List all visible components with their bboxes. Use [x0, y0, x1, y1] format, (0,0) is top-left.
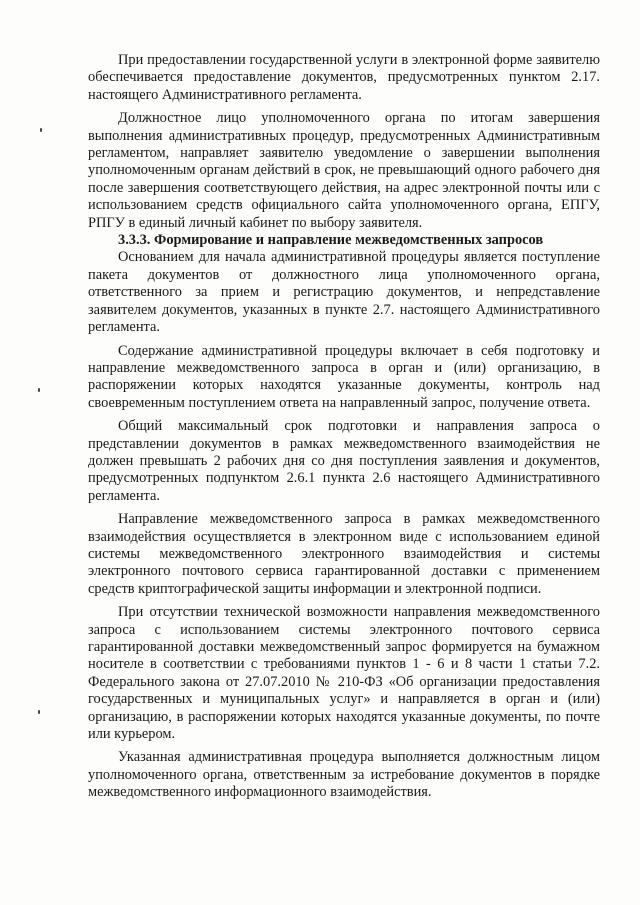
paragraph: При отсутствии технической возможности направления межведомственного запроса с использованием системы электронного почтового сервиса гарантированной доставки межведомственный запрос формируется на бумажном носителе в соответствии с требованиями пунктов 1 - 6 и 8 части 1 статьи 7.2. Федерального закона от 27.07.2010 № 210-ФЗ «Об организации предоставления государственных и муниципальных услуг» и направляется в орган и (или) организацию, в распоряжении которых находятся указанные документы, по почте или курьером.: [88, 604, 600, 743]
paragraph: Основанием для начала административной процедуры является поступление пакета документов от должностного лица уполномоченного органа, ответственного за прием и регистрацию документов, и непредставление заявителем документов, указанных в пункте 2.7. настоящего Административного регламента.: [88, 249, 600, 336]
document-body: [88, 52, 600, 808]
paragraph: Указанная административная процедура выполняется должностным лицом уполномоченного органа, ответственным за истребование документов в порядке межведомственного информационного взаимодействия.: [88, 749, 600, 801]
scan-speck: [38, 710, 40, 714]
scan-speck: [40, 128, 42, 132]
paragraph: При предоставлении государственной услуги в электронной форме заявителю обеспечивается предоставление документов, предусмотренных пунктом 2.17. настоящего Административного регламента.: [88, 52, 600, 103]
paragraph: Содержание административной процедуры включает в себя подготовку и направление межведомственного запроса в орган и (или) организацию, в распоряжении которых находятся указанные документы, контроль над своевременным поступлением ответа на направленный запрос, получение ответа.: [88, 342, 600, 411]
scan-speck: [38, 388, 40, 392]
paragraph: Общий максимальный срок подготовки и направления запроса о представлении документов в рамках межведомственного взаимодействия не должен превышать 2 рабочих дня со дня поступления заявления и документов, предусмотренных подпунктом 2.6.1 пункта 2.6 настоящего Административного регламента.: [88, 418, 600, 504]
paragraph: Направление межведомственного запроса в рамках межведомственного взаимодействия осуществляется в электронном виде с использованием единой системы межведомственного электронного взаимодействия и системы электронного почтового сервиса гарантированной доставки с применением средств криптографической защиты информации и электронной подписи.: [88, 511, 600, 597]
section-heading: 3.3.3. Формирование и направление межведомственных запросов: [118, 232, 544, 249]
paragraph: Должностное лицо уполномоченного органа по итогам завершения выполнения административных процедур, предусмотренных Административным регламентом, направляет заявителю уведомление о завершении выполнения уполномоченным органам действий в срок, не превышающий одного рабочего дня после завершения соответствующего действия, на адрес электронной почты или с использованием средств официального сайта уполномоченного органа, ЕПГУ, РПГУ в единый личный кабинет по выбору заявителя.: [88, 110, 600, 231]
